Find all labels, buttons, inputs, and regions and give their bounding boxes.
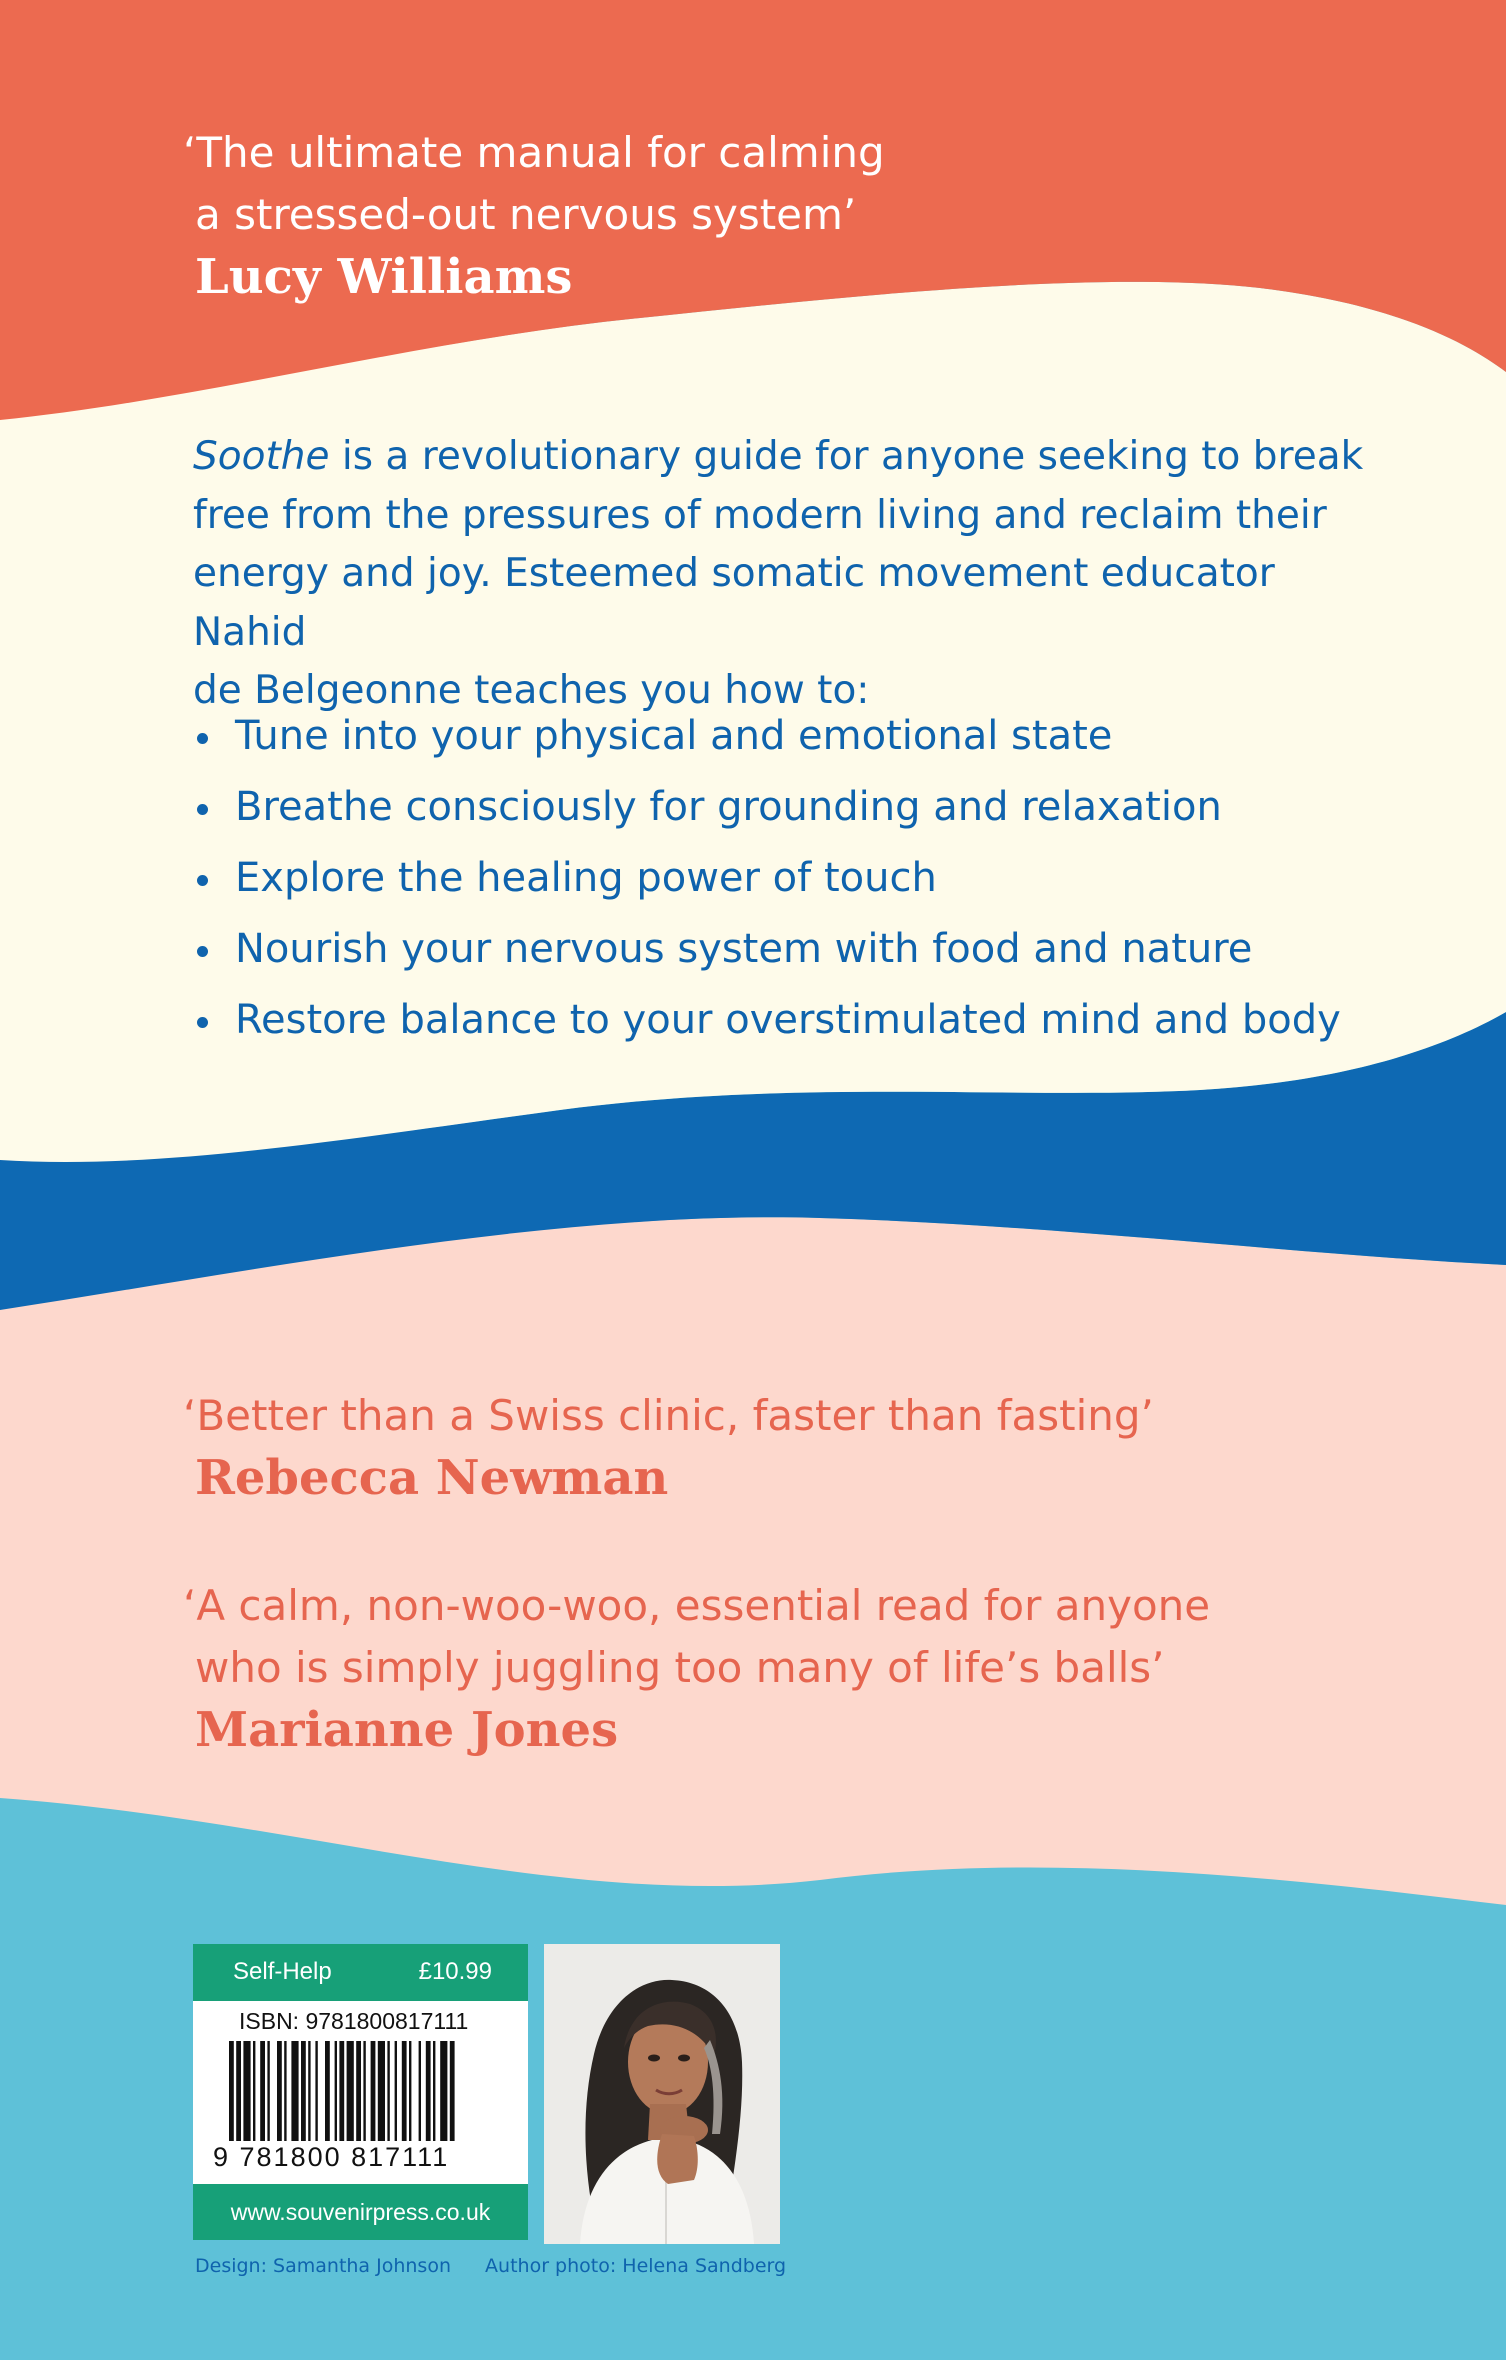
barcode-stripe [301, 2041, 306, 2141]
barcode-stripe [339, 2041, 344, 2141]
credits-line [195, 2255, 786, 2277]
list-item [193, 914, 1341, 985]
publisher-website: www.souvenirpress.co.uk [193, 2184, 528, 2240]
list-item-text: Restore balance to your overstimulated mind and body [235, 997, 1341, 1043]
list-item-text: Explore the healing power of touch [235, 855, 937, 901]
barcode-stripe [260, 2041, 265, 2141]
barcode-stripe [253, 2041, 255, 2141]
quote-line: ‘A calm, non-woo-woo, essential read for anyone [183, 1581, 1211, 1630]
lower-quote [183, 1575, 1210, 1761]
quote-author: Marianne Jones [195, 1702, 619, 1758]
barcode-digits: 9 781800 817111 [213, 2142, 450, 2172]
barcode-stripe [325, 2041, 330, 2141]
barcode-panel [193, 1944, 528, 2240]
bullet-icon [197, 1017, 208, 1028]
quote-line: ‘Better than a Swiss clinic, faster than fasting’ [183, 1391, 1154, 1440]
blurb-line: free from the pressures of modern living and reclaim their [193, 492, 1327, 538]
bullet-icon [197, 733, 208, 744]
book-title: Soothe [193, 434, 330, 479]
list-item-text: Breathe consciously for grounding and relaxation [235, 784, 1222, 830]
barcode-stripe [308, 2041, 310, 2141]
bullet-icon [197, 804, 208, 815]
quote-line: ‘The ultimate manual for calming [183, 128, 885, 177]
barcode-stripe [387, 2041, 389, 2141]
category-label: Self-Help [233, 1958, 332, 1985]
top-quote [183, 122, 885, 308]
barcode-stripe [335, 2041, 337, 2141]
barcode-stripe [347, 2041, 354, 2141]
barcode-stripe [440, 2041, 447, 2141]
barcode-stripe [267, 2041, 269, 2141]
barcode-stripe [371, 2041, 376, 2141]
barcode-stripe [433, 2041, 435, 2141]
barcode-stripe [291, 2041, 298, 2141]
author-portrait-image [544, 1944, 780, 2244]
list-item [193, 985, 1341, 1056]
barcode-icon [229, 2041, 492, 2141]
barcode-stripe [363, 2041, 365, 2141]
author-photo [544, 1944, 780, 2244]
design-credit: Design: Samantha Johnson [195, 2255, 451, 2277]
blurb-line [193, 428, 1373, 487]
isbn-label: ISBN: 9781800817111 [239, 2008, 469, 2034]
blurb-line: de Belgeonne teaches you how to: [193, 668, 870, 713]
quote-line: who is simply juggling too many of life’s balls’ [195, 1643, 1165, 1692]
barcode-stripe [284, 2041, 286, 2141]
blush-band [0, 1217, 1506, 1905]
blurb-line: energy and joy. Esteemed somatic movement educator Nahid [193, 551, 1275, 655]
list-item [193, 772, 1341, 843]
barcode-stripe [450, 2041, 455, 2141]
barcode-stripe [402, 2041, 407, 2141]
middle-quote [183, 1385, 1154, 1509]
list-item [193, 701, 1341, 772]
barcode-stripe [378, 2041, 385, 2141]
barcode-stripe [229, 2041, 234, 2141]
bullet-icon [197, 875, 208, 886]
bullet-icon [197, 946, 208, 957]
blurb-text: is a revolutionary guide for anyone seeking to break [329, 434, 1364, 479]
quote-line: a stressed-out nervous system’ [195, 190, 857, 239]
barcode-stripe [395, 2041, 397, 2141]
price-label: £10.99 [418, 1958, 492, 1985]
barcode-stripe [277, 2041, 282, 2141]
quote-author: Rebecca Newman [195, 1450, 669, 1506]
barcode-stripe [315, 2041, 317, 2141]
barcode-stripe [356, 2041, 361, 2141]
photo-credit: Author photo: Helena Sandberg [485, 2255, 787, 2277]
benefit-list [193, 701, 1341, 1056]
book-blurb [193, 428, 1373, 721]
list-item-text: Nourish your nervous system with food and nature [235, 926, 1253, 972]
list-item [193, 843, 1341, 914]
barcode-stripe [409, 2041, 411, 2141]
list-item-text: Tune into your physical and emotional state [235, 713, 1113, 759]
barcode-header [193, 1944, 528, 2001]
quote-author: Lucy Williams [195, 249, 573, 305]
barcode-stripe [419, 2041, 421, 2141]
barcode-stripe [243, 2041, 250, 2141]
barcode-stripe [236, 2041, 241, 2141]
barcode-stripe [426, 2041, 431, 2141]
